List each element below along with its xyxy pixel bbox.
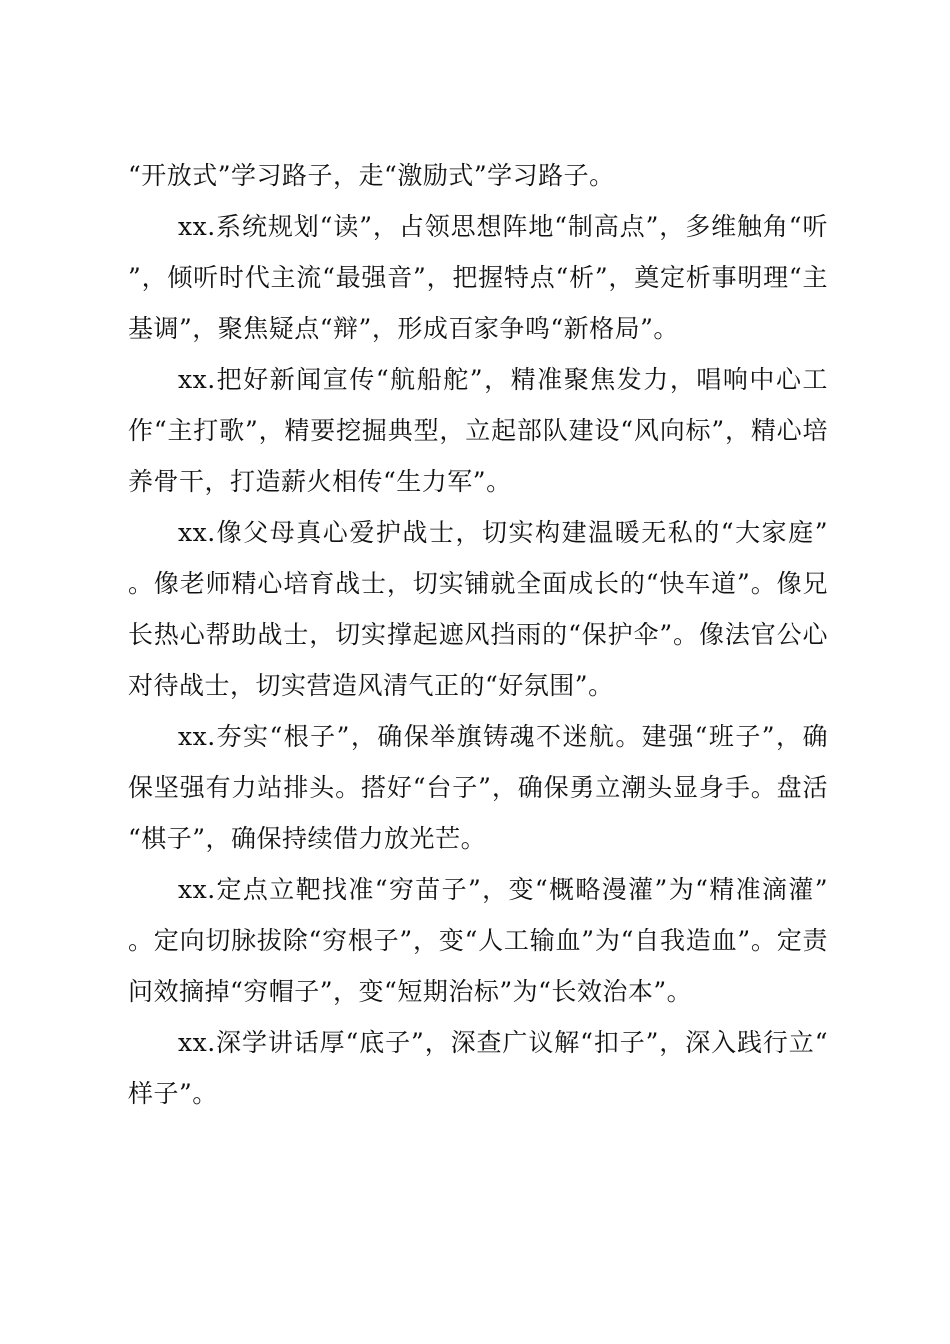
paragraph-poverty-alleviation: xx.定点立靶找准“穷苗子”，变“概略漫灌”为“精准滴灌”。定向切脉拔除“穷根子”，变“人工输血”为“自我造血”。定责问效摘掉“穷帽子”，变“短期治标”为“长效治本”。 — [128, 875, 828, 1006]
paragraph-news-publicity: xx.把好新闻宣传“航船舵”，精准聚焦发力，唱响中心工作“主打歌”，精要挖掘典型，立起部队建设“风向标”，精心培养骨干，打造薪火相传“生力军”。 — [128, 365, 828, 496]
paragraph-caring-for-soldiers: xx.像父母真心爱护战士，切实构建温暖无私的“大家庭”。像老师精心培育战士，切实铺就全面成长的“快车道”。像兄长热心帮助战士，切实撑起遮风挡雨的“保护伞”。像法官公心对待战士，切实营造风清气正的“好氛围”。 — [128, 518, 828, 700]
paragraph-foundations: xx.夯实“根子”，确保举旗铸魂不迷航。建强“班子”，确保坚强有力站排头。搭好“台子”，确保勇立潮头显身手。盘活“棋子”，确保持续借力放光芒。 — [128, 722, 828, 853]
paragraph-continuation: “开放式”学习路子，走“激励式”学习路子。 — [128, 161, 615, 190]
paragraph-study-speech: xx.深学讲话厚“底子”，深查广议解“扣子”，深入践行立“样子”。 — [128, 1028, 828, 1108]
paragraph-reading-plan: xx.系统规划“读”，占领思想阵地“制高点”，多维触角“听”，倾听时代主流“最强音”，把握特点“析”，奠定析事明理“主基调”，聚焦疑点“辩”，形成百家争鸣“新格局”。 — [128, 212, 828, 343]
document-body — [128, 150, 828, 1119]
